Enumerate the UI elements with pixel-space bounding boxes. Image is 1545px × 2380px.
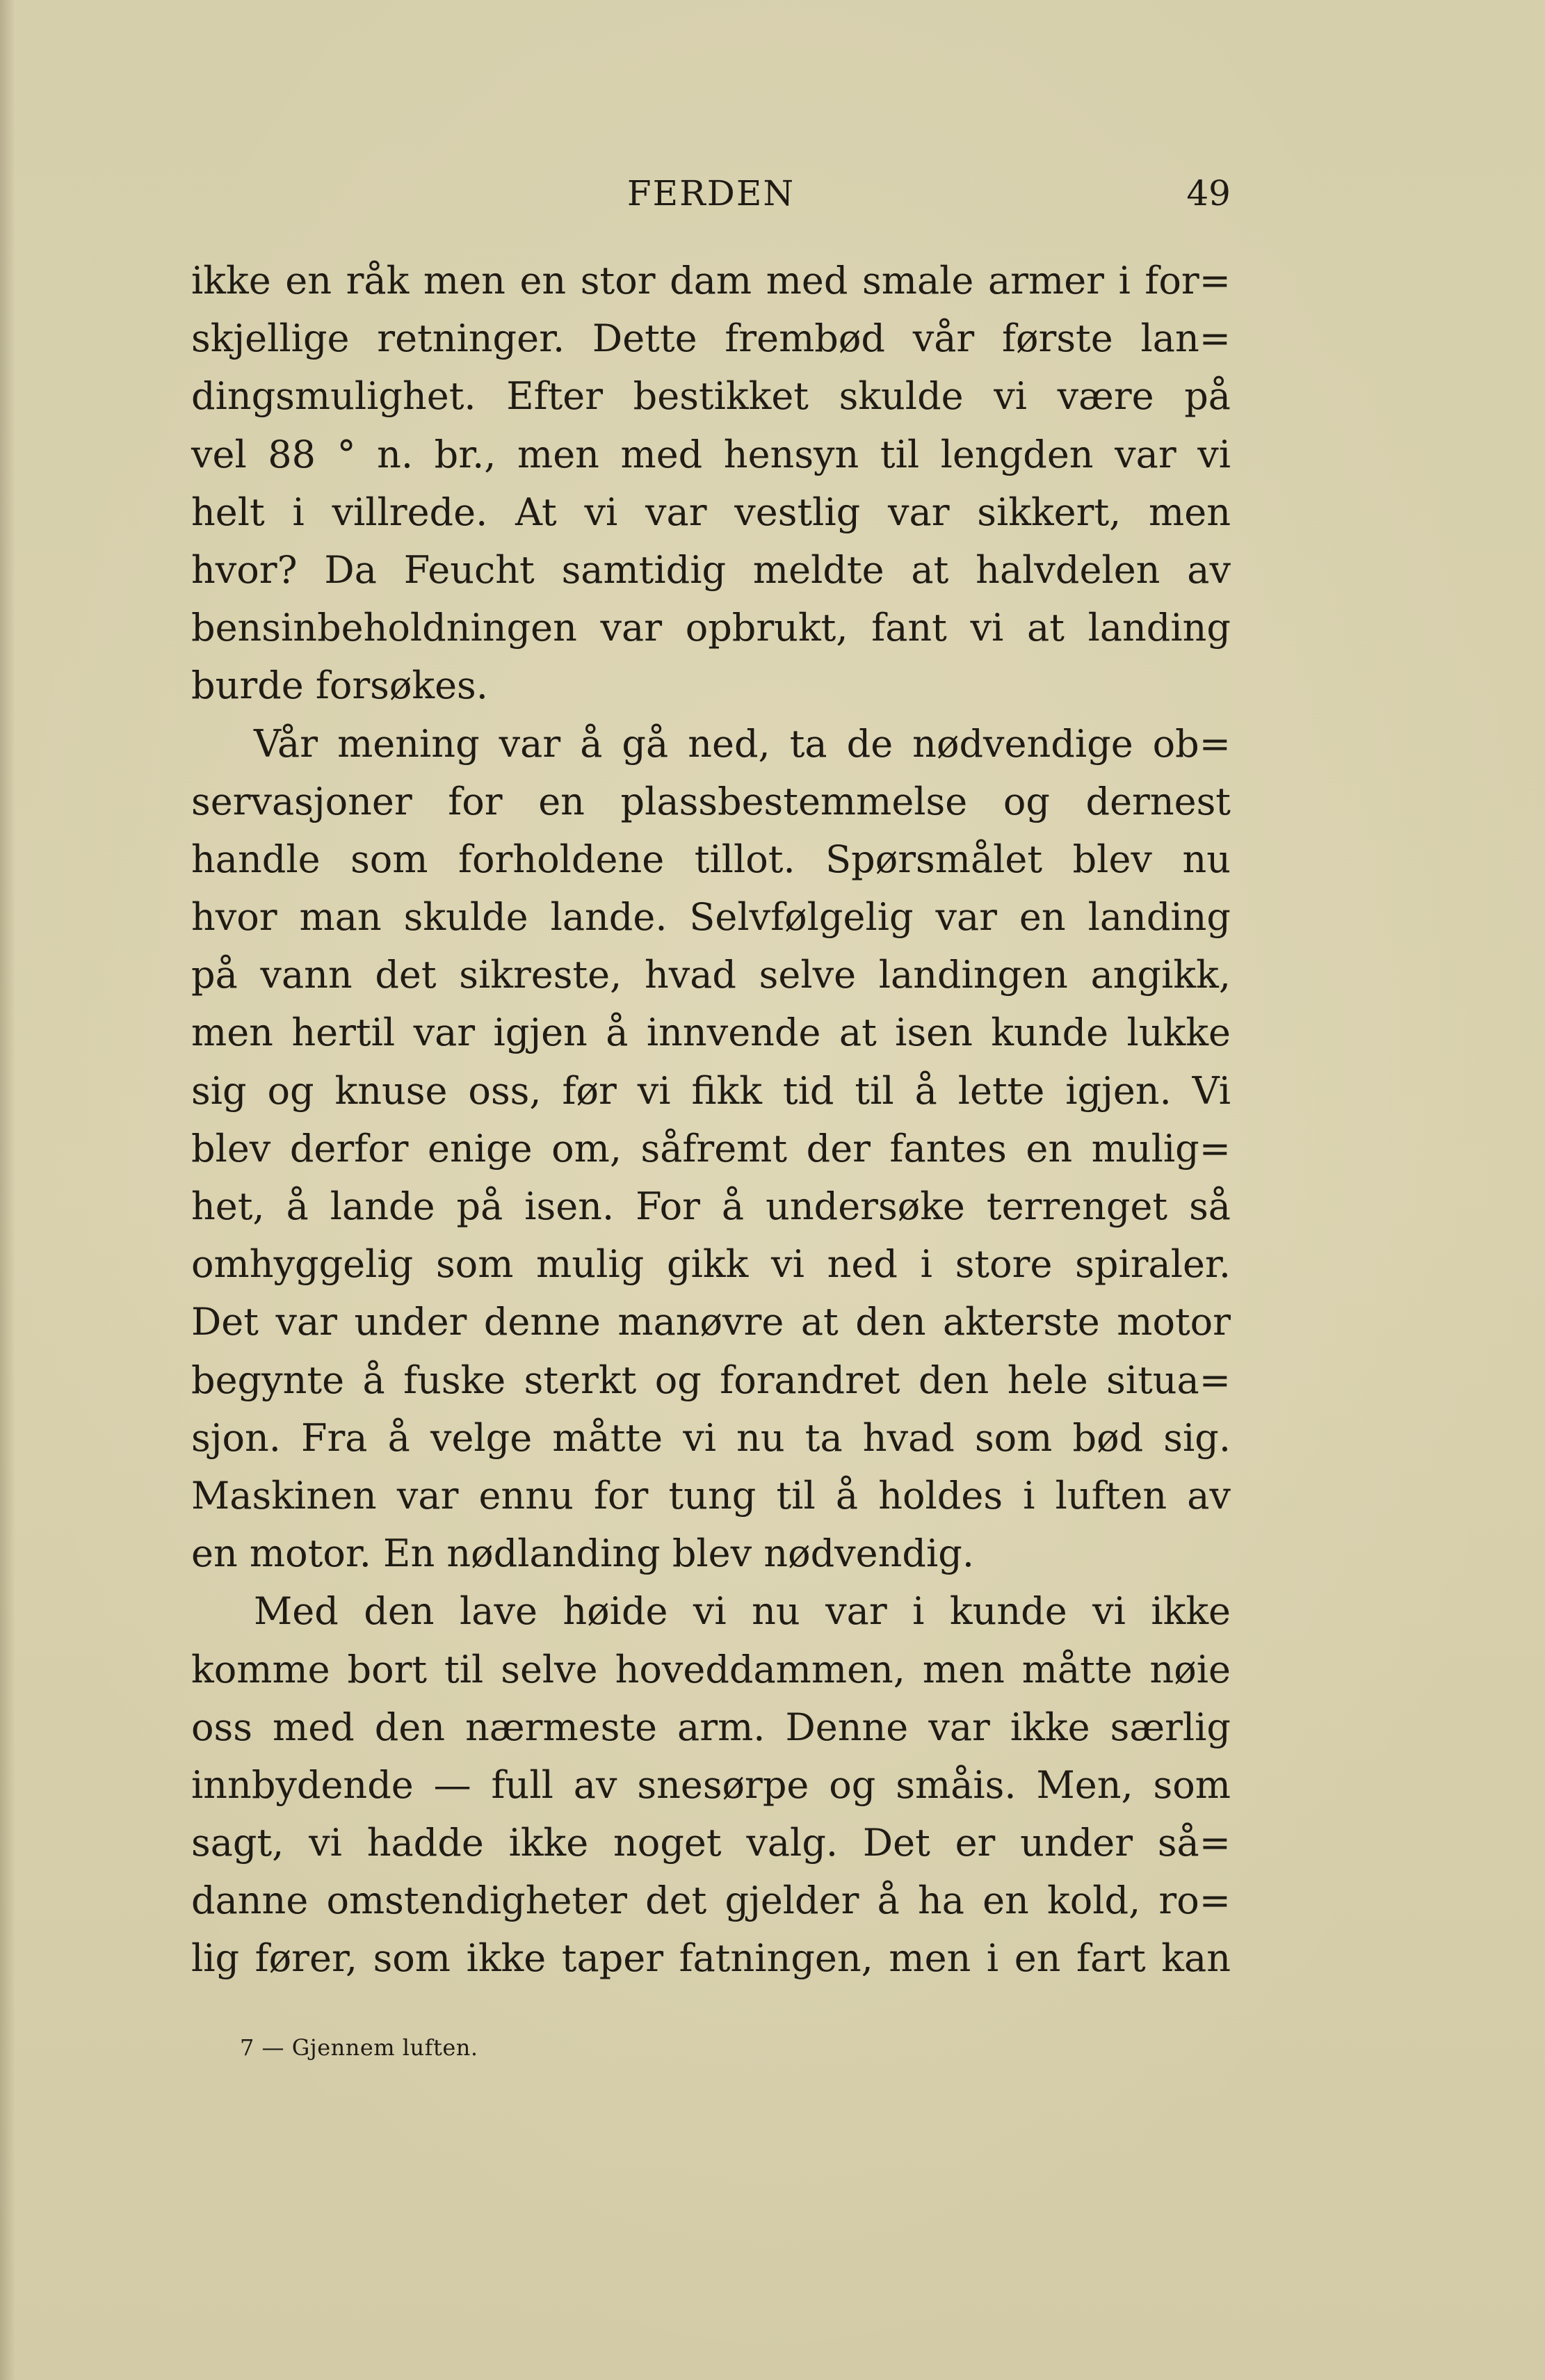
text-line: vel 88 ° n. br., men med hensyn til lengden var vi: [191, 432, 1231, 476]
text-line: sjon. Fra å velge måtte vi nu ta hvad som bød sig.: [191, 1415, 1231, 1460]
text-line: servasjoner for en plassbestemmelse og dernest: [191, 779, 1231, 823]
text-line: blev derfor enige om, såfremt der fantes en mulig=: [191, 1126, 1231, 1171]
text-line: en motor. En nødlanding blev nødvendig.: [191, 1531, 974, 1576]
text-line: Maskinen var ennu for tung til å holdes i luften av: [191, 1473, 1231, 1518]
text-line: omhyggelig som mulig gikk vi ned i store spiraler.: [191, 1242, 1231, 1287]
text-line: sig og knuse oss, før vi fikk tid til å lette igjen. Vi: [191, 1068, 1231, 1113]
text-line: komme bort til selve hoveddammen, men måtte nøie: [191, 1647, 1231, 1691]
text-line: på vann det sikreste, hvad selve landingen angikk,: [191, 953, 1231, 997]
text-line: oss med den nærmeste arm. Denne var ikke særlig: [191, 1705, 1231, 1749]
chapter-title: FERDEN: [626, 173, 795, 214]
text-line: lig fører, som ikke taper fatningen, men i en fart kan: [191, 1936, 1231, 1981]
text-line: dingsmulighet. Efter bestikket skulde vi være på: [191, 374, 1231, 419]
text-line: handle som forholdene tillot. Spørsmålet blev nu: [191, 837, 1231, 881]
text-line: innbydende — full av snesørpe og småis. Men, som: [191, 1762, 1231, 1807]
text-line: men hertil var igjen å innvende at isen kunde lukke: [191, 1011, 1231, 1055]
text-line: sagt, vi hadde ikke noget valg. Det er under så=: [191, 1821, 1231, 1865]
running-head: [191, 169, 1231, 218]
text-line: bensinbeholdningen var opbrukt, fant vi at landing: [191, 606, 1231, 650]
text-line: burde forsøkes.: [191, 664, 488, 708]
text-line: begynte å fuske sterkt og forandret den hele situa=: [191, 1358, 1231, 1402]
text-line: Vår mening var å gå ned, ta de nødvendige ob=: [254, 721, 1231, 766]
text-line: hvor man skulde lande. Selvfølgelig var en landing: [191, 895, 1231, 940]
text-line: Med den lave høide vi nu var i kunde vi ikke: [254, 1589, 1231, 1634]
text-line: helt i villrede. At vi var vestlig var sikkert, men: [191, 490, 1231, 534]
text-line: skjellige retninger. Dette frembød vår første lan=: [191, 316, 1231, 361]
signature-mark: 7 — Gjennem luften.: [240, 2034, 478, 2061]
text-line: ikke en råk men en stor dam med smale armer i for=: [191, 259, 1231, 303]
text-line: het, å lande på isen. For å undersøke terrenget så: [191, 1184, 1231, 1228]
text-line: hvor? Da Feucht samtidig meldte at halvdelen av: [191, 547, 1231, 592]
body-text: [191, 252, 1231, 1988]
text-line: danne omstendigheter det gjelder å ha en kold, ro=: [191, 1879, 1231, 1923]
text-line: Det var under denne manøvre at den akterste motor: [191, 1300, 1231, 1344]
page-number: 49: [1186, 173, 1231, 214]
